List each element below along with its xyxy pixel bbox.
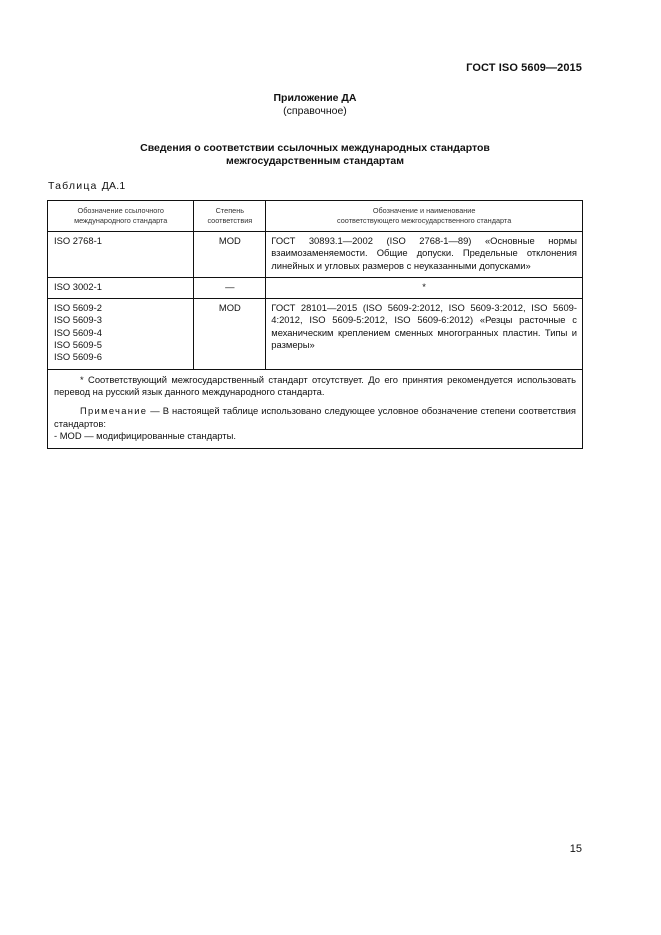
note-label: Примечание: [80, 405, 148, 417]
table-caption: [48, 180, 125, 192]
cell-reference: [48, 232, 194, 278]
table-notes: [48, 369, 583, 448]
table-notes-row: [48, 369, 583, 448]
column-header-reference: [48, 201, 194, 232]
table-footnote: * Соответствующий межгосударственный стандарт отсутствует. До его принятия рекомендуется использовать перевод на русский язык данного международного стандарта.: [54, 373, 576, 397]
cell-reference: [48, 299, 194, 369]
cell-degree: [194, 277, 266, 298]
column-header-line: Обозначение ссылочного: [77, 205, 164, 215]
table-caption-number: ДА.1: [101, 180, 126, 192]
reference-standard: ISO 5609-6: [54, 351, 102, 363]
column-header-standard: [266, 201, 583, 232]
note-item: - MOD — модифицированные стандарты.: [54, 429, 236, 441]
column-header-degree: [194, 201, 266, 232]
section-heading: [0, 142, 630, 168]
interstate-standard: ГОСТ 28101—2015 (ISO 5609-2:2012, ISO 5609-3:2012, ISO 5609-4:2012, ISO 5609-5:2012, ISO 5609-6:2012) «Резцы расточные с механическим креплением сменных многогранных пластин. Типы и размеры»: [271, 302, 577, 351]
annex-block: [0, 92, 630, 118]
page-number: 15: [569, 843, 582, 855]
section-heading-line-1: Сведения о соответствии ссылочных международных стандартов: [140, 142, 490, 154]
reference-standard: ISO 2768-1: [54, 235, 102, 246]
column-header-line: соответствующего межгосударственного стандарта: [337, 216, 512, 225]
table-row: [48, 232, 583, 278]
section-heading-line-2: межгосударственным стандартам: [226, 155, 404, 167]
cell-reference: [48, 277, 194, 298]
correspondence-table: [47, 200, 583, 449]
table-row: [48, 299, 583, 369]
standard-code: ГОСТ ISO 5609—2015: [466, 62, 582, 74]
column-header-line: международного стандарта: [74, 216, 168, 225]
cell-degree: [194, 232, 266, 278]
annex-subtitle: (справочное): [283, 105, 347, 117]
degree-value: —: [225, 280, 235, 292]
annex-title: Приложение ДА: [273, 92, 357, 104]
cell-standard: [266, 277, 583, 298]
reference-standard: ISO 5609-5: [54, 339, 102, 351]
cell-standard: [266, 232, 583, 278]
column-header-line: соответствия: [207, 216, 253, 225]
note-text: — В настоящей таблице использовано следующее условное обозначение степени соответствия стандартов:: [54, 405, 576, 429]
cell-degree: [194, 299, 266, 369]
reference-standard: ISO 5609-4: [54, 326, 102, 338]
degree-value: MOD: [218, 235, 241, 246]
table-header-row: [48, 201, 583, 232]
cell-standard: [266, 299, 583, 369]
column-header-line: Обозначение и наименование: [372, 205, 476, 215]
interstate-standard: *: [422, 280, 426, 292]
table-note: [54, 405, 576, 430]
column-header-line: Степень: [215, 205, 245, 215]
table-row: [48, 277, 583, 298]
degree-value: MOD: [218, 302, 241, 314]
reference-standard: ISO 5609-2: [54, 302, 102, 314]
table-caption-label: Таблица: [48, 180, 98, 192]
interstate-standard: ГОСТ 30893.1—2002 (ISO 2768-1—89) «Основные нормы взаимозаменяемости. Общие допуски. Предельные отклонения линейных и угловых размеров с неуказанными допусками»: [271, 235, 577, 271]
reference-standard: ISO 3002-1: [54, 280, 102, 292]
reference-standard: ISO 5609-3: [54, 314, 102, 326]
